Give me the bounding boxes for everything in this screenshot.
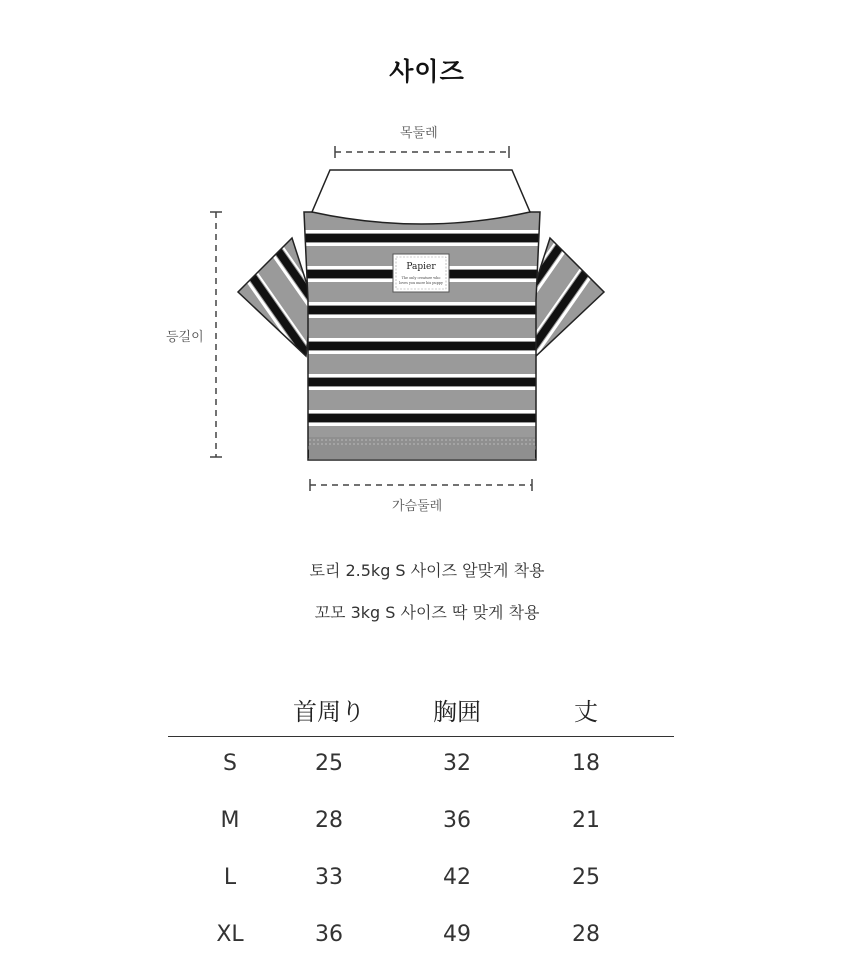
- size-cell: S: [223, 751, 237, 776]
- chest-cell: 36: [443, 808, 471, 833]
- length-dimension-line: [210, 212, 222, 457]
- chest-cell: 32: [443, 751, 471, 776]
- tag-small-text-2: loves you more his puppy: [399, 281, 443, 285]
- table-row: [168, 808, 674, 865]
- chest-cell: 42: [443, 865, 471, 890]
- chest-dimension-line: [310, 479, 532, 491]
- neck-cell: 36: [315, 922, 343, 947]
- neck-cell: 25: [315, 751, 343, 776]
- neck-cell: 33: [315, 865, 343, 890]
- fit-note-1: 토리 2.5kg S 사이즈 알맞게 착용: [309, 561, 545, 580]
- neck-dimension-line: [335, 146, 509, 158]
- page-title: 사이즈: [389, 57, 465, 86]
- neck-label: 목둘레: [400, 126, 438, 141]
- length-cell: 25: [572, 865, 600, 890]
- tag-brand-text: Papier: [406, 262, 436, 272]
- header-chest: 胸囲: [433, 698, 481, 726]
- tag-small-text-1: The only creature who: [401, 276, 441, 280]
- size-table: [168, 688, 674, 979]
- length-cell: 21: [572, 808, 600, 833]
- chest-cell: 49: [443, 922, 471, 947]
- right-sleeve: [530, 238, 604, 356]
- fit-note-2: 꼬모 3kg S 사이즈 딱 맞게 착용: [314, 603, 540, 622]
- header-length: 丈: [574, 698, 598, 726]
- brand-tag: [393, 254, 449, 292]
- table-row: [168, 865, 674, 922]
- size-cell: M: [220, 808, 240, 833]
- chest-label: 가슴둘레: [392, 499, 443, 514]
- neck-cell: 28: [315, 808, 343, 833]
- table-header-row: [168, 688, 674, 737]
- collar: [312, 170, 530, 224]
- table-row: [168, 922, 674, 979]
- length-cell: 18: [572, 751, 600, 776]
- size-cell: L: [223, 865, 237, 890]
- header-neck: 首周り: [293, 698, 365, 726]
- table-row: [168, 751, 674, 808]
- length-cell: 28: [572, 922, 600, 947]
- length-label: 등길이: [166, 330, 204, 345]
- shirt-body: [304, 212, 540, 460]
- size-cell: XL: [216, 922, 244, 947]
- left-sleeve: [238, 238, 312, 356]
